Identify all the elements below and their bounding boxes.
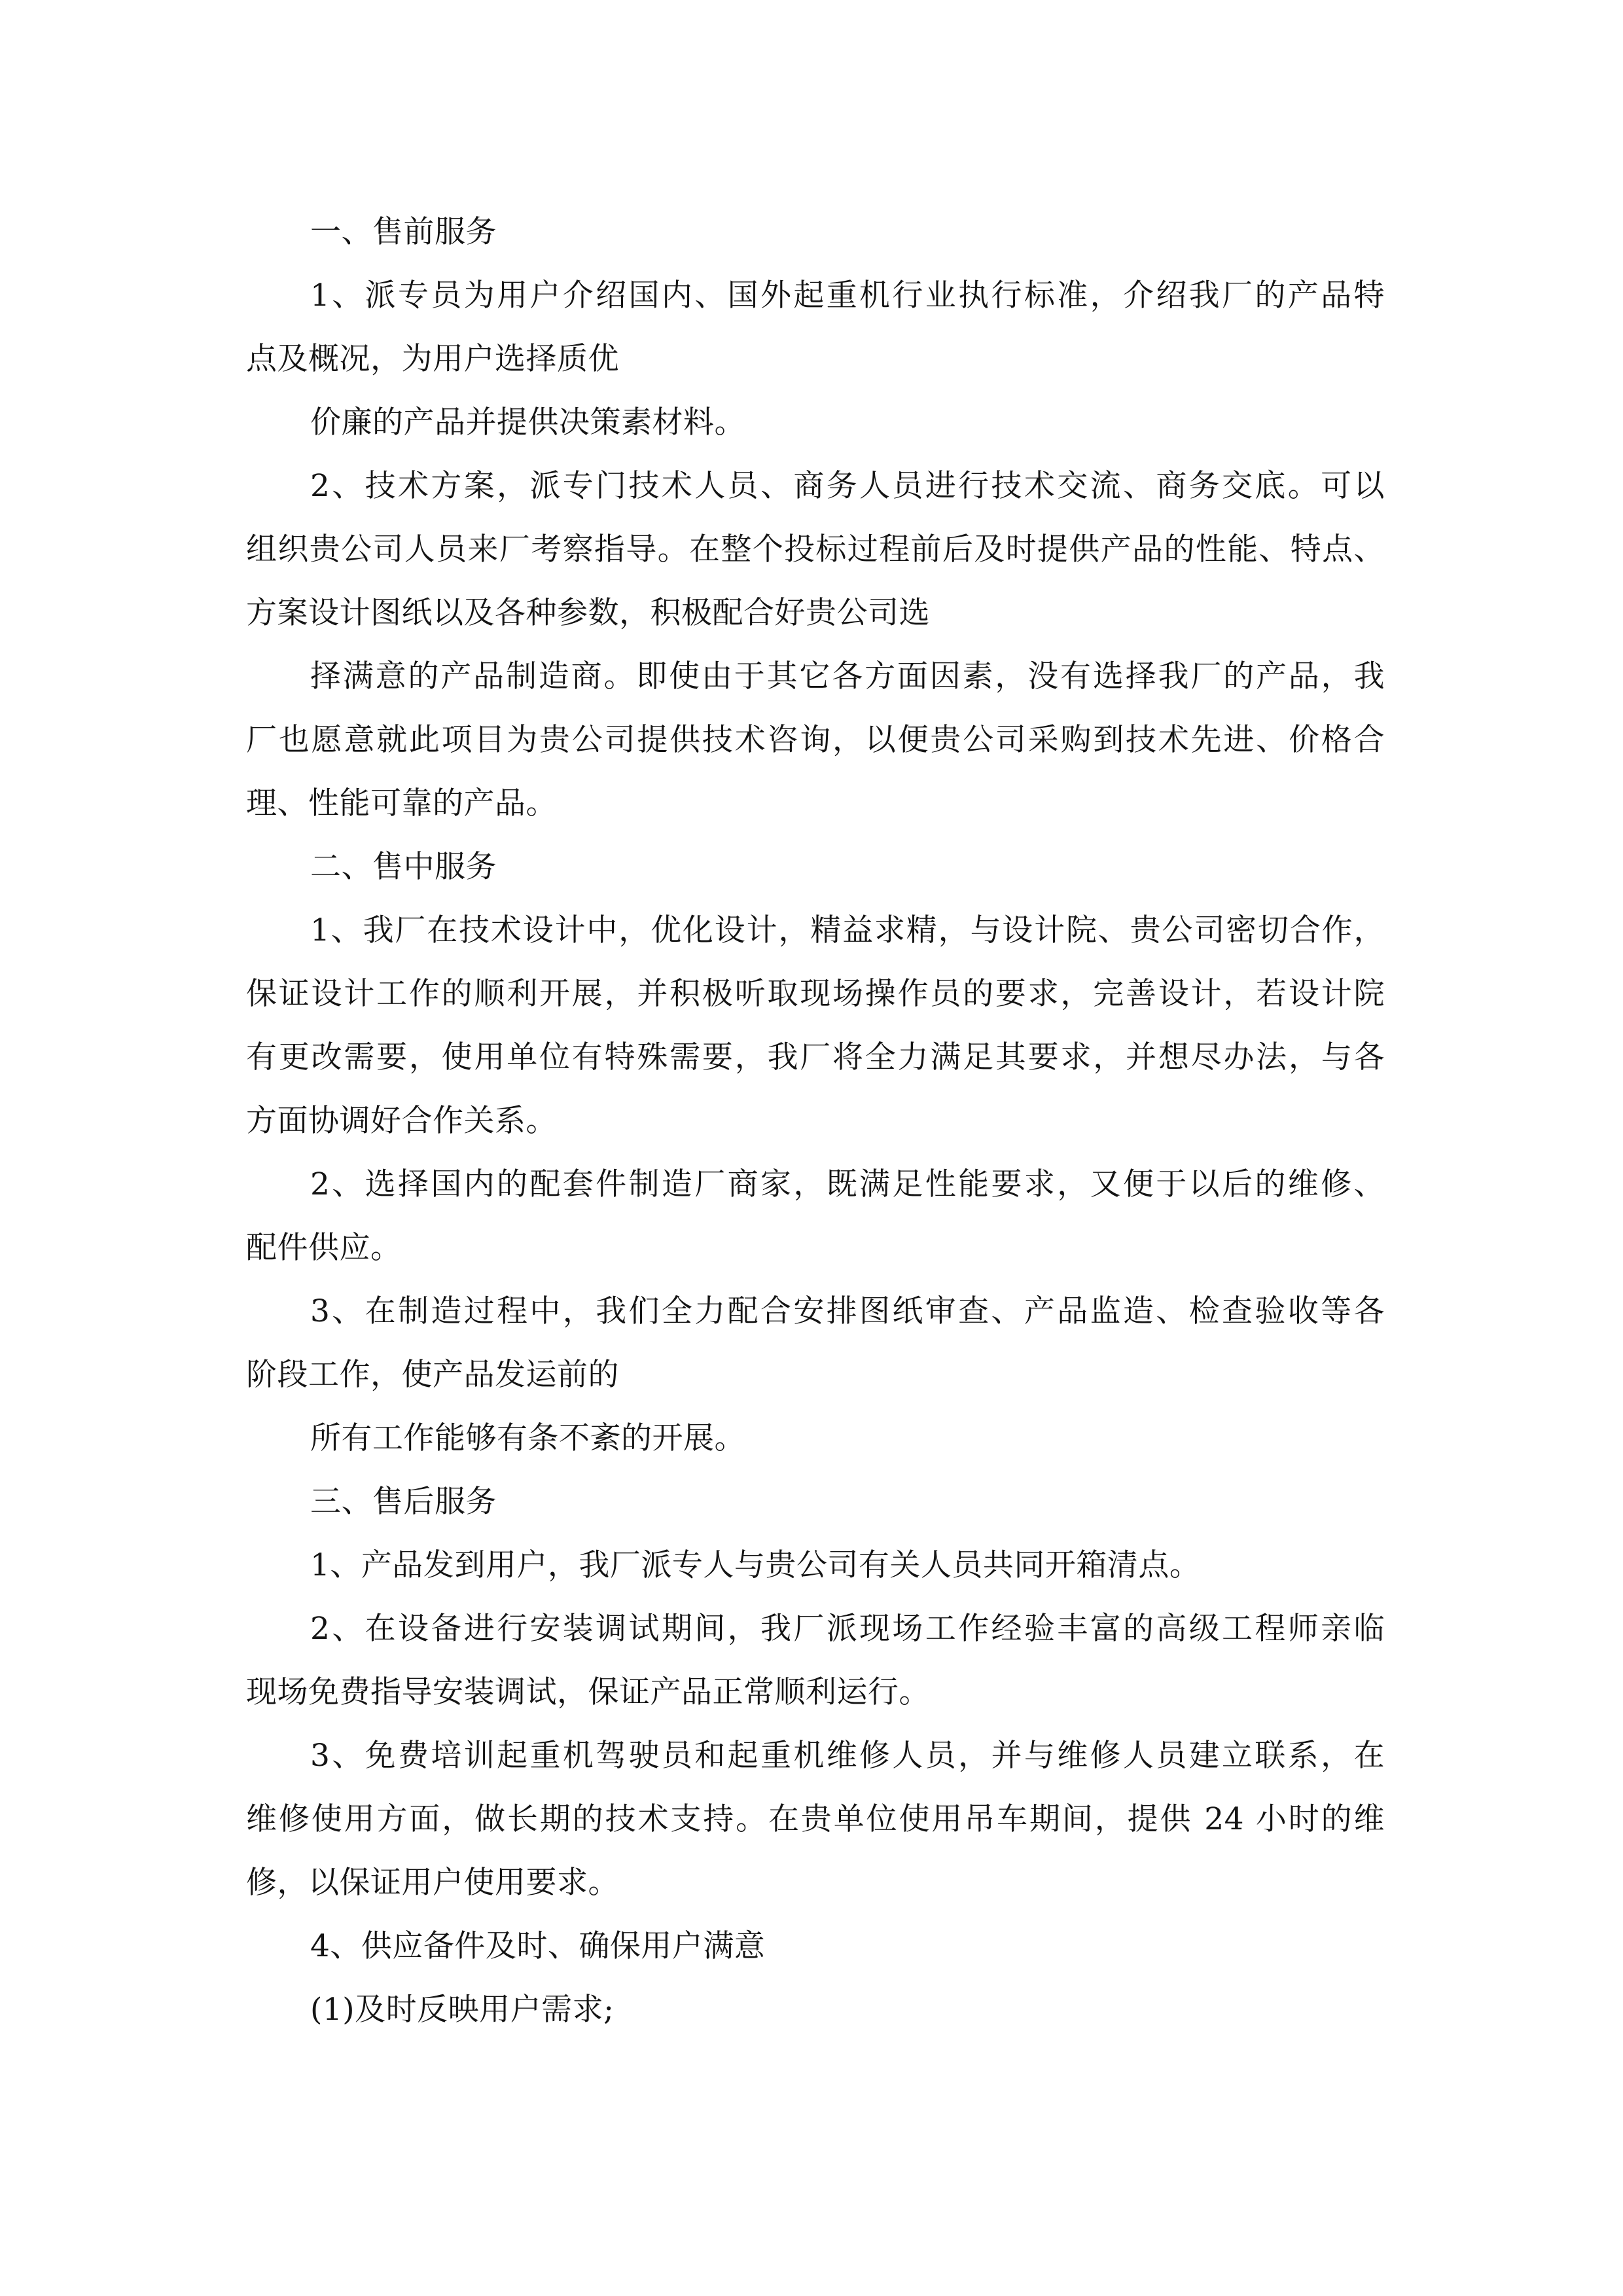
paragraph-line: 3、免费培训起重机驾驶员和起重机维修人员，并与维修人员建立联系，在 [310, 1738, 1385, 1774]
paragraph-line: 1、我厂在技术设计中，优化设计，精益求精，与设计院、贵公司密切合作， [310, 912, 1385, 948]
paragraph-line: 4、供应备件及时、确保用户满意 [310, 1928, 766, 1964]
paragraph-line: 阶段工作，使产品发运前的 [246, 1357, 619, 1393]
heading-after-sale: 三、售后服务 [310, 1484, 497, 1520]
paragraph-line: 组织贵公司人员来厂考察指导。在整个投标过程前后及时提供产品的性能、特点、 [246, 531, 1385, 567]
paragraph-line: 厂也愿意就此项目为贵公司提供技术咨询，以便贵公司采购到技术先进、价格合 [246, 722, 1385, 758]
paragraph-line: 修，以保证用户使用要求。 [246, 1865, 619, 1901]
paragraph-line: 方面协调好合作关系。 [246, 1103, 557, 1139]
paragraph-line: 1、产品发到用户，我厂派专人与贵公司有关人员共同开箱清点。 [310, 1547, 1201, 1583]
paragraph-line: 保证设计工作的顺利开展，并积极听取现场操作员的要求，完善设计，若设计院 [246, 976, 1385, 1012]
paragraph-line: 维修使用方面，做长期的技术支持。在贵单位使用吊车期间，提供 24 小时的维 [246, 1801, 1385, 1837]
paragraph-line: 2、技术方案，派专门技术人员、商务人员进行技术交流、商务交底。可以 [310, 468, 1385, 504]
paragraph-line: 1、派专员为用户介绍国内、国外起重机行业执行标准，介绍我厂的产品特 [310, 278, 1385, 314]
paragraph-line: 现场免费指导安装调试，保证产品正常顺利运行。 [246, 1674, 930, 1710]
paragraph-line: 2、在设备进行安装调试期间，我厂派现场工作经验丰富的高级工程师亲临 [310, 1611, 1385, 1647]
paragraph-line: 方案设计图纸以及各种参数，积极配合好贵公司选 [246, 595, 930, 631]
paragraph-line: 2、选择国内的配套件制造厂商家，既满足性能要求，又便于以后的维修、 [310, 1166, 1385, 1202]
paragraph-line: 有更改需要，使用单位有特殊需要，我厂将全力满足其要求，并想尽办法，与各 [246, 1039, 1385, 1075]
paragraph-line: 理、性能可靠的产品。 [246, 785, 557, 821]
paragraph-line: 所有工作能够有条不紊的开展。 [310, 1420, 745, 1456]
heading-pre-sale: 一、售前服务 [310, 214, 497, 250]
paragraph-line: 3、在制造过程中，我们全力配合安排图纸审查、产品监造、检查验收等各 [310, 1293, 1385, 1329]
paragraph-line: 配件供应。 [246, 1230, 402, 1266]
paragraph-line: (1)及时反映用户需求; [310, 1992, 615, 2028]
paragraph-line: 价廉的产品并提供决策素材料。 [310, 404, 745, 440]
paragraph-line: 择满意的产品制造商。即使由于其它各方面因素，没有选择我厂的产品，我 [310, 658, 1385, 694]
document-body [246, 200, 1385, 2041]
heading-in-sale: 二、售中服务 [310, 849, 497, 885]
paragraph-line: 点及概况，为用户选择质优 [246, 341, 619, 377]
